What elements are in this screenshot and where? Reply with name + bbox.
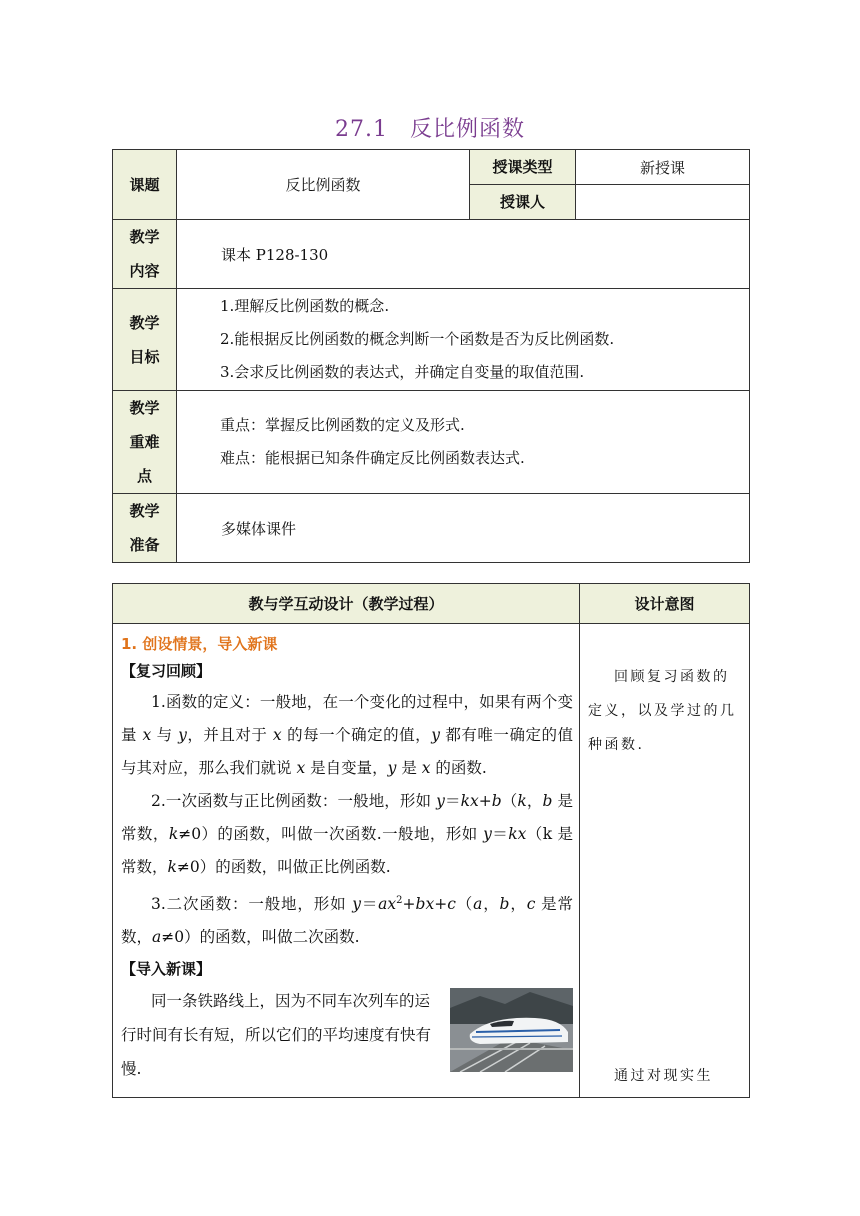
difficulty-text: 难点：能根据已知条件确定反比例函数表达式. [220,449,525,467]
keypoint-text: 重点：掌握反比例函数的定义及形式. [220,416,465,434]
train-image [450,988,573,1072]
goals-list [177,289,750,391]
intent-cell [580,624,750,1098]
intent-note-2: 通过对现实生 [614,1068,713,1084]
process-content [113,624,580,1098]
topic-value: 反比例函数 [177,150,470,220]
lesson-info-table [112,149,750,563]
title-text: 反比例函数 [409,117,525,142]
prep-value: 多媒体课件 [177,494,750,563]
topic-label: 课题 [113,150,177,220]
intent-note-1: 回顾复习函数的定义，以及学过的几种函数. [588,669,737,753]
review-heading: 【复习回顾】 [121,662,212,680]
goal-item: 1.理解反比例函数的概念. [220,297,390,315]
lesson-type-label: 授课类型 [470,150,576,185]
lesson-type-value: 新授课 [576,150,750,185]
review-item-2: 2.一次函数与正比例函数：一般地，形如 y＝kx+b（k，b 是常数，k≠0）的函数，叫做一次函数.一般地，形如 y＝kx（k 是常数，k≠0）的函数，叫做正比例函数. [121,792,573,876]
goal-item: 3.会求反比例函数的表达式，并确定自变量的取值范围. [220,363,585,381]
process-header: 教与学互动设计（教学过程） [113,584,580,624]
content-value: 课本 P128-130 [177,220,750,289]
teaching-process-table [112,583,750,1098]
document-title [0,112,860,143]
intro-text: 同一条铁路线上，因为不同车次列车的运行时间有长有短，所以它们的平均速度有快有慢. [121,992,432,1079]
section-number: 27.1 [335,117,388,142]
goal-item: 2.能根据反比例函数的概念判断一个函数是否为反比例函数. [220,330,615,348]
goals-label: 教学目标 [113,289,177,391]
keypoints-label: 教学重难点 [113,391,177,494]
review-item-3: 3.二次函数：一般地，形如 $y=ax^2+bx+c(a$，b，c 是常数，a≠0）的函数，叫做二次函数. [121,895,573,947]
intro-block [121,984,573,1088]
teacher-value [576,185,750,220]
prep-label: 教学准备 [113,494,177,563]
keypoints-cell [177,391,750,494]
content-label: 教学内容 [113,220,177,289]
teacher-label: 授课人 [470,185,576,220]
section-heading: 1. 创设情景，导入新课 [121,635,278,653]
review-item-1: 1.函数的定义：一般地，在一个变化的过程中，如果有两个变量 x 与 y，并且对于 x 的每一个确定的值，y 都有唯一确定的值与其对应，那么我们就说 x 是自变量，y 是 x 的函数. [121,693,573,777]
intent-header: 设计意图 [580,584,750,624]
intro-heading: 【导入新课】 [121,960,212,979]
